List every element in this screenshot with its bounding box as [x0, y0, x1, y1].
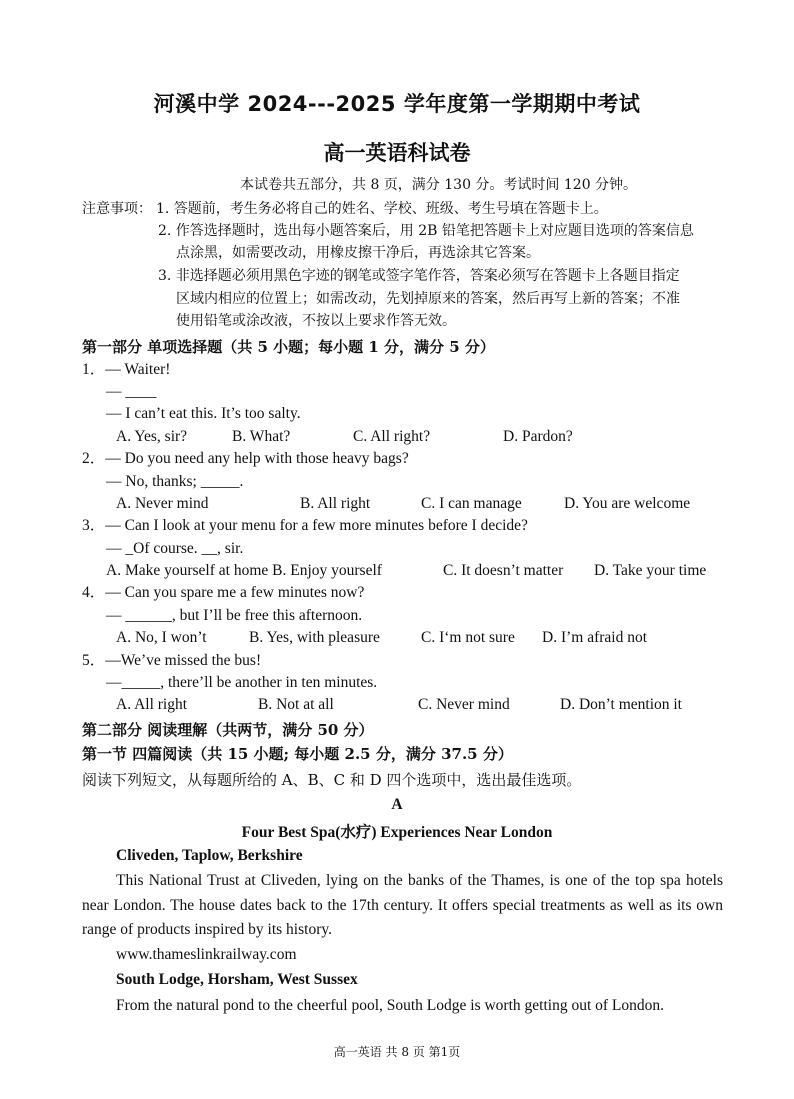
- q4-option-d: D. I’m afraid not: [542, 629, 648, 646]
- spa-1-url: www.thameslinkrailway.com: [116, 946, 297, 963]
- q1-line-1: 1．— Waiter!: [82, 361, 171, 378]
- note-2-line-1: 2. 作答选择题时，选出每小题答案后，用 2B 铅笔把答题卡上对应题目选项的答案信息: [158, 223, 694, 239]
- spa-2-title: South Lodge, Horsham, West Sussex: [116, 971, 358, 988]
- q4-line-1: 4．— Can you spare me a few minutes now?: [82, 584, 365, 601]
- exam-title: 河溪中学 2024---2025 学年度第一学期期中考试: [153, 92, 641, 116]
- q5-option-b: B. Not at all: [258, 696, 334, 713]
- q1-option-a: A. Yes, sir?: [116, 428, 188, 445]
- q3-option-ab: A. Make yourself at home B. Enjoy yourself: [106, 562, 382, 579]
- q4-option-b: B. Yes, with pleasure: [249, 629, 380, 646]
- exam-info: 本试卷共五部分，共 8 页，满分 130 分。考试时间 120 分钟。: [240, 177, 638, 193]
- spa-1-title: Cliveden, Taplow, Berkshire: [116, 847, 303, 864]
- q3-option-d: D. Take your time: [594, 562, 707, 579]
- note-2-line-2: 点涂黑，如需要改动，用橡皮擦干净后，再选涂其它答案。: [176, 245, 540, 261]
- note-1: 1. 答题前，考生务必将自己的姓名、学校、班级、考生号填在答题卡上。: [156, 201, 608, 217]
- spa-2-description: From the natural pond to the cheerful pool, South Lodge is worth getting out of London.: [116, 997, 665, 1014]
- q3-line-2: — _Of course. __, sir.: [106, 540, 244, 557]
- passage-letter: A: [391, 796, 403, 813]
- q5-option-c: C. Never mind: [418, 696, 510, 713]
- note-3-line-1: 3. 非选择题必须用黑色字迹的钢笔或签字笔作答，答案必须写在答题卡上各题目指定: [158, 268, 680, 284]
- q1-option-d: D. Pardon?: [503, 428, 573, 445]
- q5-option-d: D. Don’t mention it: [560, 696, 682, 713]
- q4-option-c: C. I‘m not sure: [421, 629, 515, 646]
- q5-line-2: —_____, there’ll be another in ten minutes.: [106, 674, 378, 691]
- q3-option-c: C. It doesn’t matter: [443, 562, 564, 579]
- note-3-line-2: 区域内相应的位置上；如需改动，先划掉原来的答案，然后再写上新的答案；不准: [176, 291, 680, 307]
- q4-option-a: A. No, I won’t: [116, 629, 207, 646]
- page-footer: 高一英语 共 8 页 第1页: [333, 1045, 461, 1059]
- q1-line-3: — I can’t eat this. It’s too salty.: [106, 405, 301, 422]
- part1-heading: 第一部分 单项选择题（共 5 小题；每小题 1 分，满分 5 分）: [82, 338, 495, 356]
- q1-line-2: — ____: [106, 383, 157, 400]
- q2-line-2: — No, thanks; _____.: [106, 473, 244, 490]
- q1-option-c: C. All right?: [353, 428, 431, 445]
- part2-section1-heading: 第一节 四篇阅读（共 15 小题; 每小题 2.5 分，满分 37.5 分）: [82, 745, 513, 763]
- passage-title: Four Best Spa(水疗) Experiences Near London: [241, 824, 553, 841]
- q5-option-a: A. All right: [116, 696, 188, 713]
- exam-subtitle: 高一英语科试卷: [323, 141, 471, 165]
- notes-label: 注意事项：: [82, 201, 152, 217]
- q5-line-1: 5．—We’ve missed the bus!: [82, 652, 262, 669]
- q2-line-1: 2．— Do you need any help with those heavy bags?: [82, 450, 409, 467]
- q2-option-d: D. You are welcome: [564, 495, 691, 512]
- part2-heading: 第二部分 阅读理解（共两节，满分 50 分）: [82, 721, 374, 739]
- q2-option-a: A. Never mind: [116, 495, 209, 512]
- q1-option-b: B. What?: [232, 428, 291, 445]
- spa-1-description: This National Trust at Cliveden, lying on the banks of the Thames, is one of the top spa hotels near London. The house dates back to the 17th century. It offers special treatments as well as its own range of products inspired by its history.: [82, 872, 723, 938]
- q2-option-c: C. I can manage: [421, 495, 522, 512]
- q3-line-1: 3．— Can I look at your menu for a few more minutes before I decide?: [82, 517, 528, 534]
- note-3-line-3: 使用铅笔或涂改液，不按以上要求作答无效。: [176, 313, 456, 329]
- q2-option-b: B. All right: [300, 495, 371, 512]
- q4-line-2: — ______, but I’ll be free this afternoon.: [106, 607, 363, 624]
- part2-instruction: 阅读下列短文，从每题所给的 A、B、C 和 D 四个选项中，选出最佳选项。: [82, 771, 582, 789]
